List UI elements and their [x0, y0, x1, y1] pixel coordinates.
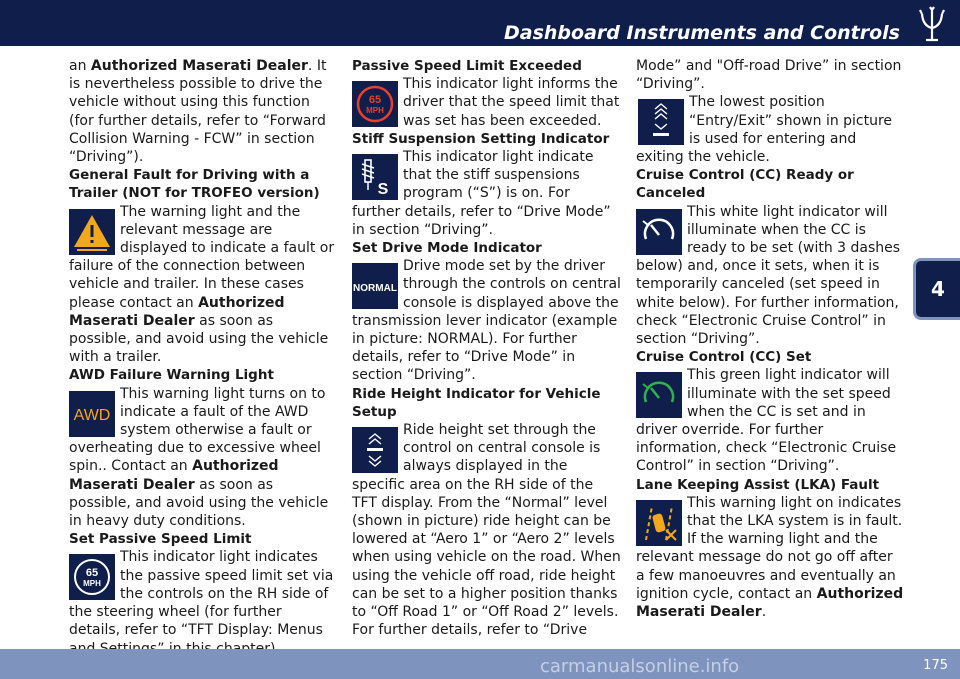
awd-heading: AWD Failure Warning Light: [69, 367, 274, 384]
trailer-fault-text: The warning light and the relevant message are displayed to indicate a fault or failure of the connection between vehicle and trailer. In these cases please contact an Authorized Maserati Dealer as soon as possible, and avoid using the vehicle with a trailer.: [69, 203, 335, 366]
drive-mode-text: Drive mode set by the driver through the controls on central console is displayed above the transmission lever indicator (example in picture: NORMAL). For further details, refer to “Drive Mode” in section “Driving”.: [352, 258, 621, 384]
speed-limit-exceeded-heading: Passive Speed Limit Exceeded: [352, 58, 582, 74]
column-3: [636, 57, 904, 621]
svg-text:MPH: MPH: [83, 579, 101, 589]
cc-ready-heading: Cruise Control (CC) Ready or Canceled: [636, 167, 854, 202]
ride-height-entry-exit-icon: [638, 99, 684, 145]
cruise-control-white-icon: [636, 209, 682, 255]
stiff-suspension-icon: [352, 154, 398, 200]
speed-limit-exceeded-text: This indicator light informs the driver that the speed limit that was set has been exceeded.: [403, 76, 620, 129]
entry-exit-text: The lowest position “Entry/Exit” shown in picture is used for entering and exiting the vehicle.: [636, 94, 893, 166]
lka-fault-text: This warning light on indicates that the LKA system is in fault. If the warning light and the relevant message do not go off after a few manoeuvres and eventually an ignition cycle, contact an Authorized Maserati Dealer.: [636, 494, 904, 621]
cc-set-text: This green light indicator will illuminate with the set speed when the CC is set and in driver override. For further information, check “Electronic Cruise Control” in section “Driving”.: [636, 367, 897, 475]
watermark: carmanualsonline.info: [540, 656, 740, 677]
column-1: [69, 57, 337, 658]
ride-height-heading: Ride Height Indicator for Vehicle Setup: [352, 385, 601, 420]
intro-paragraph: an Authorized Maserati Dealer. It is nevertheless possible to drive the vehicle without using this function (for further details, refer to “Forward Collision Warning - FCW” in section “Driving”).: [69, 58, 327, 166]
lka-fault-heading: Lane Keeping Assist (LKA) Fault: [636, 476, 880, 493]
cc-set-heading: Cruise Control (CC) Set: [636, 349, 812, 366]
set-speed-limit-text: This indicator light indicates the passive speed limit set via the controls on the RH side of the steering wheel (for further details, refer to “TFT Display: Menus: [69, 549, 334, 639]
page-title: Dashboard Instruments and Controls: [503, 22, 900, 44]
page-footer: [0, 649, 960, 679]
cc-ready-text: This white light indicator will illuminate when the CC is ready to be set (with 3 dashes below) and, once it sets, when it is temporarily canceled (set speed in white below). For further information, check “Electronic Cruise Control” in section “Driving”.: [636, 203, 901, 348]
ride-height-text: Ride height set through the control on central console is always displayed in the specific area on the RH side of the TFT display. From the “Normal” level (shown in picture) ride height can be lowered at “Aero 1” or “Aero 2” levels when using vehicle on the road. When using the vehicle off road, ride height can be set to a higher position thanks to “Off Road 1” or “Off Road 2” levels. For further details, refer to “Drive: [352, 422, 621, 639]
svg-text:65: 65: [85, 567, 99, 580]
svg-text:65: 65: [368, 94, 382, 107]
trailer-warning-icon: [69, 209, 115, 255]
drive-mode-icon: [352, 263, 398, 309]
page-header: [0, 0, 960, 46]
stiff-suspension-heading: Stiff Suspension Setting Indicator: [352, 130, 610, 147]
page-number: 175: [923, 658, 948, 673]
awd-text: This warning light turns on to indicate a fault of the AWD system otherwise a fault or overheating due to excessive wheel spin.. Contact an Authorized Maserati Dealer as soon as possible, and avoid using the vehicle in heavy duty conditions.: [69, 385, 329, 530]
svg-text:S: S: [377, 181, 389, 199]
lka-fault-icon: [636, 500, 682, 546]
stiff-suspension-text: This indicator light indicate that the stiff suspensions program (“S”) is on. For further details, refer to “Drive Mode” in section “Driving”.: [352, 149, 611, 238]
trailer-fault-heading: General Fault for Driving with a Trailer (NOT for TROFEO version): [69, 167, 320, 202]
speed-limit-exceeded-icon: [352, 81, 398, 127]
ride-height-normal-icon: [352, 427, 398, 473]
set-speed-limit-heading: Set Passive Speed Limit: [69, 531, 252, 548]
trident-logo-icon: [914, 6, 950, 44]
svg-text:MPH: MPH: [366, 106, 384, 116]
drive-mode-continued: Mode” and "Off-road Drive” in section “Driving”.: [636, 58, 902, 93]
column-2: [352, 57, 622, 640]
svg-text:AWD: AWD: [73, 406, 111, 424]
awd-warning-icon: [69, 391, 115, 437]
speed-limit-icon: [69, 554, 115, 600]
svg-text:NORMAL: NORMAL: [353, 283, 397, 295]
drive-mode-heading: Set Drive Mode Indicator: [352, 240, 542, 257]
chapter-tab[interactable]: 4: [913, 258, 960, 320]
cruise-control-green-icon: [636, 372, 682, 418]
